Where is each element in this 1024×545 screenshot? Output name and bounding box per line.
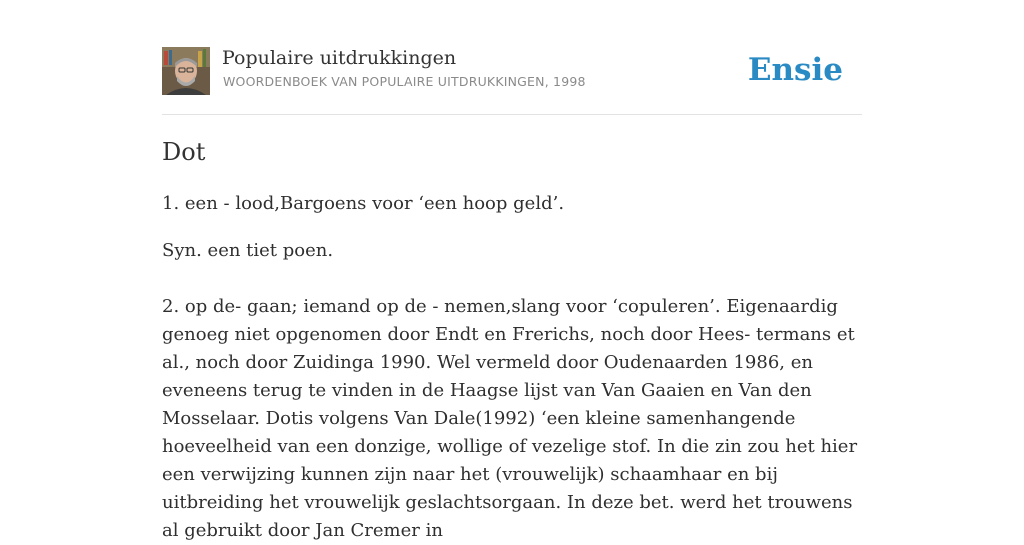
definition-paragraph: Syn. een tiet poen.	[162, 240, 334, 261]
source-header	[162, 46, 862, 115]
definition-paragraph: 2. op de- gaan; iemand op de - nemen,slang voor ‘copuleren’. Eigenaardig genoeg niet opgenomen door Endt en Frerichs, noch door Hees- termans et al., noch door Zuidinga 1990. Wel vermeld door Oudenaarden 1986, en eveneens terug te vinden in de Haagse lijst van Van Gaaien en Van den Mosselaar. Dotis volgens Van Dale(1992) ‘een kleine samenhangende hoeveelheid van een donzige, wollige of vezelige stof. In die zin zou het hier een verwijzing kunnen zijn naar het (vrouwelijk) schaamhaar en bij uitbreiding het vrouwelijk geslachtsorgaan. In deze bet. werd het trouwens al gebruikt door Jan Cremer in	[162, 296, 858, 541]
source-title[interactable]: Populaire uitdrukkingen	[222, 47, 457, 69]
author-avatar[interactable]	[162, 47, 210, 95]
ensie-logo[interactable]: Ensie	[747, 52, 843, 88]
article-container	[162, 0, 862, 541]
entry-term: Dot	[162, 138, 206, 166]
definition-paragraph: 1. een - lood,Bargoens voor ‘een hoop geld’.	[162, 193, 565, 214]
avatar-portrait-image	[162, 47, 210, 95]
source-subtitle[interactable]: WOORDENBOEK VAN POPULAIRE UITDRUKKINGEN, 1998	[223, 74, 586, 89]
